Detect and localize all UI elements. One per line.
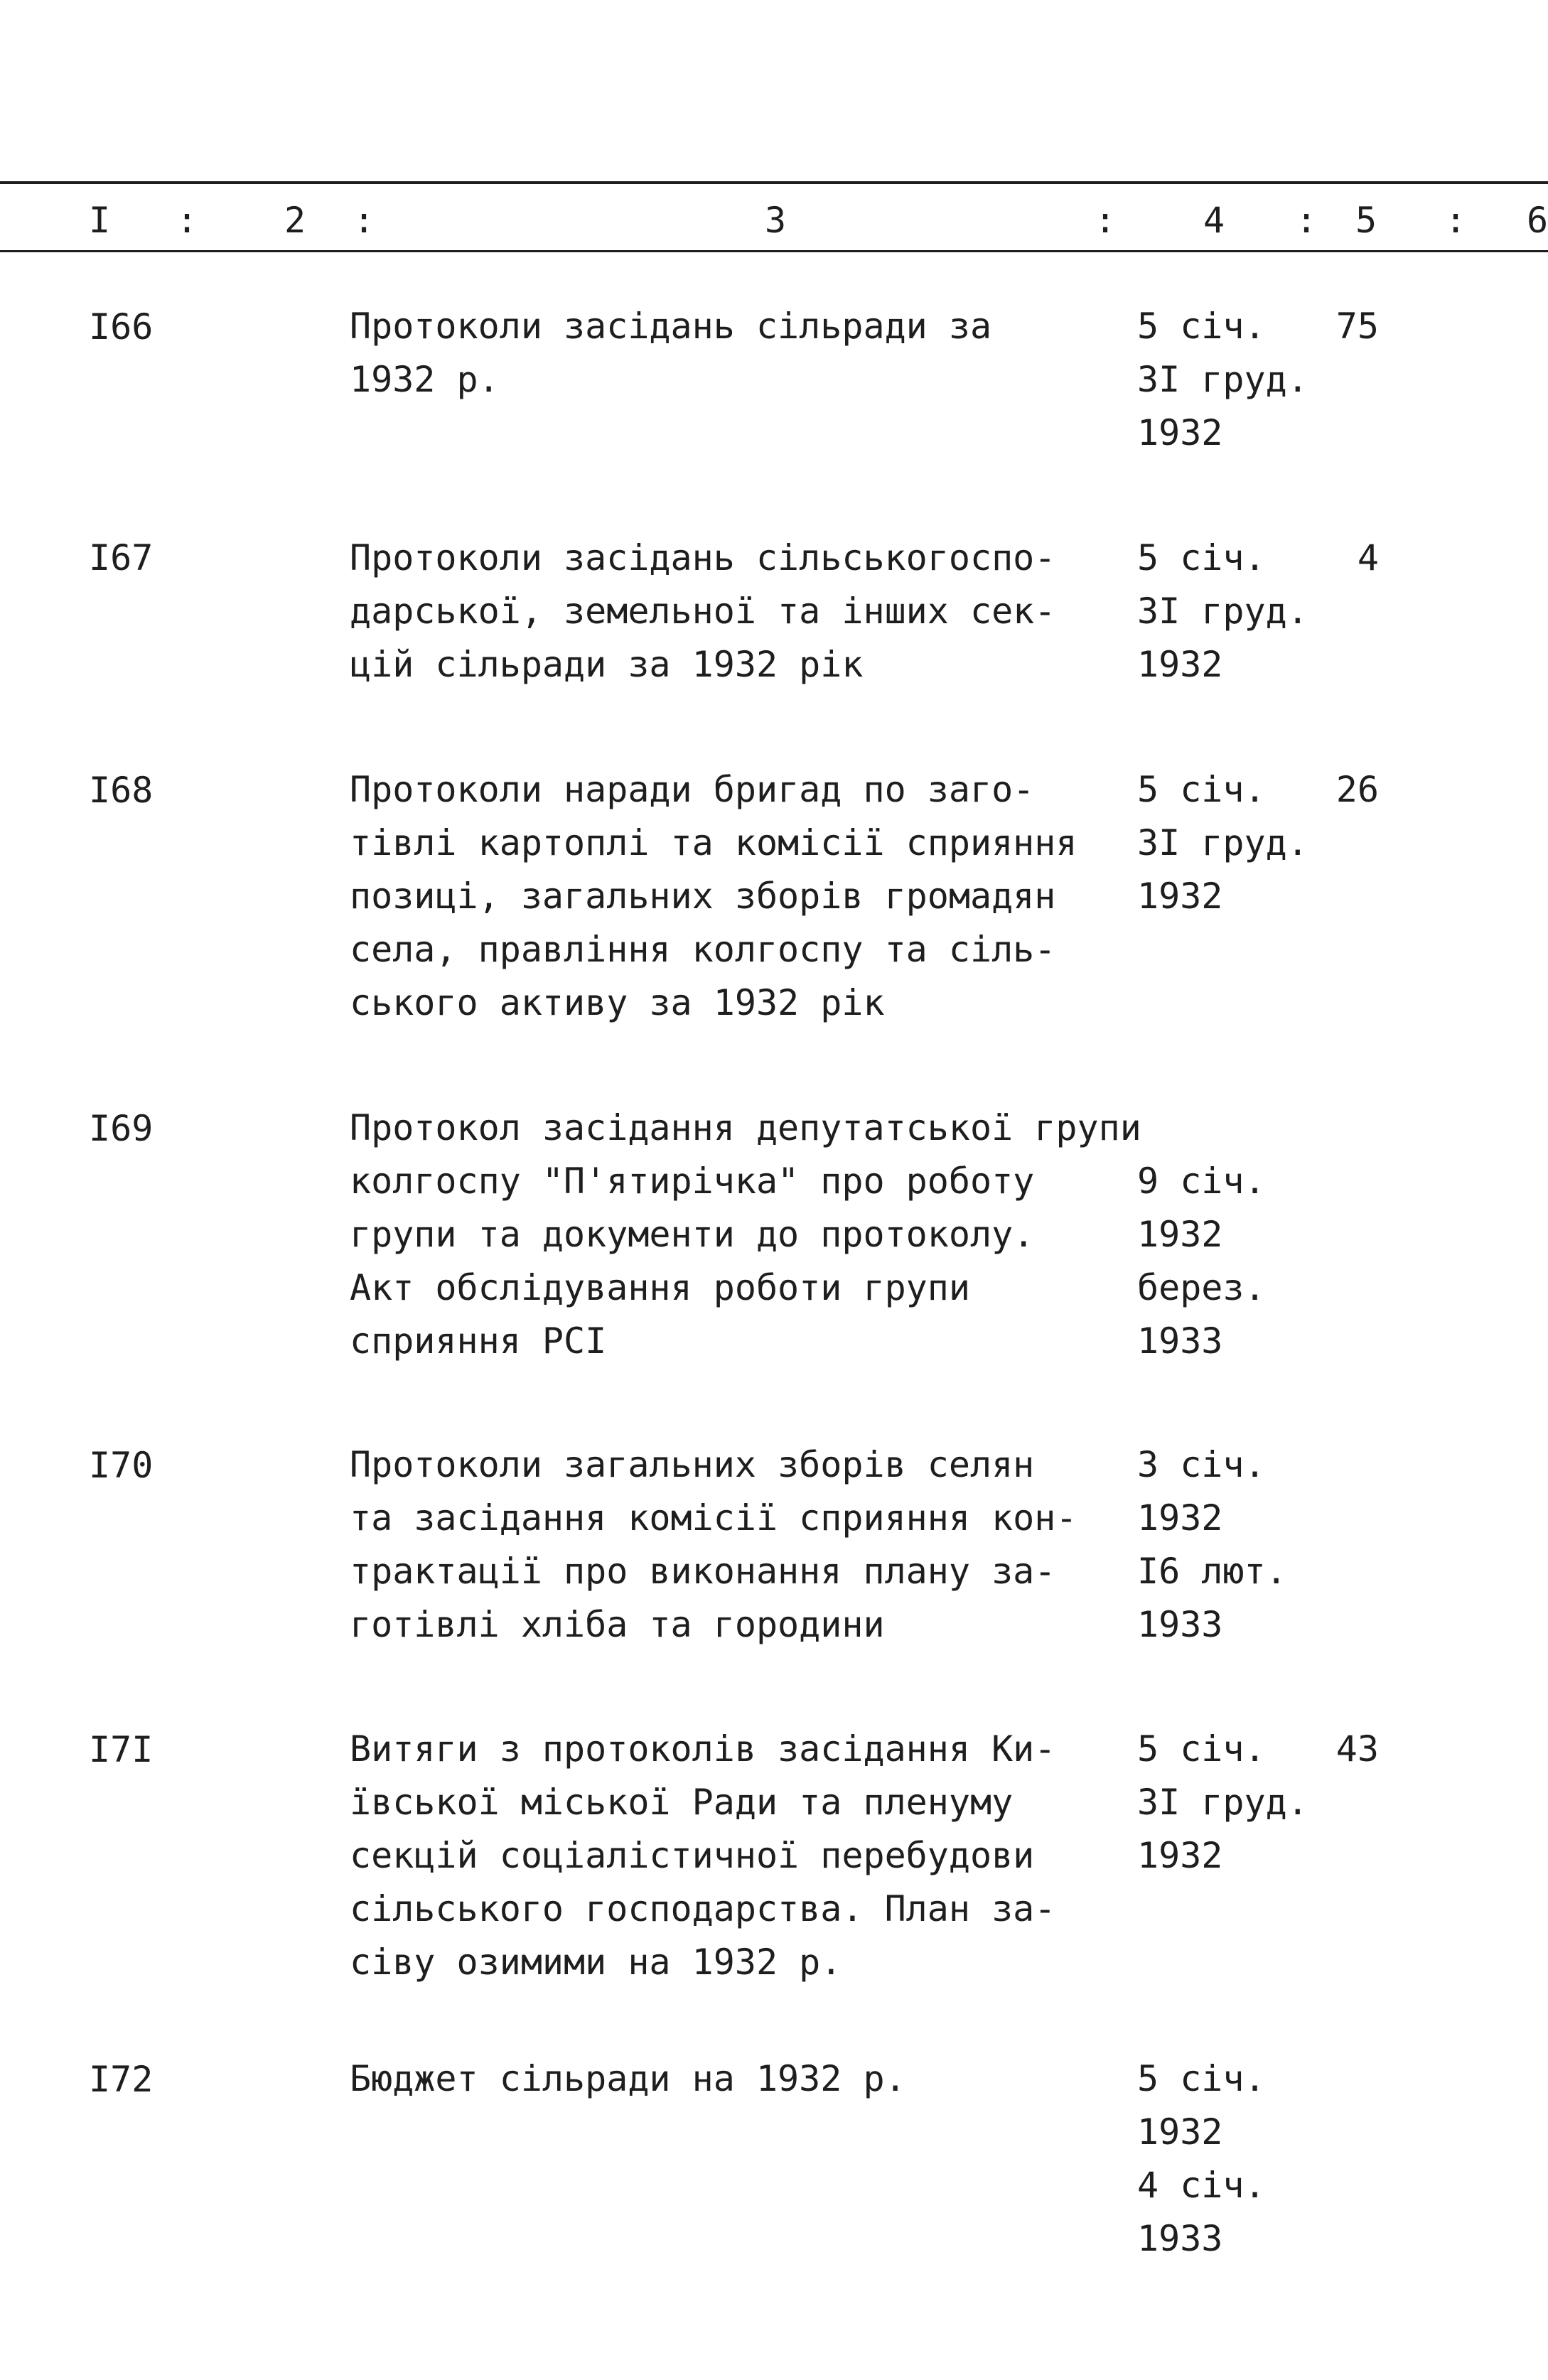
entry-title-line: та засідання комісії сприяння кон- <box>350 1497 1077 1539</box>
entry-date-line: 1933 <box>1137 2218 1223 2259</box>
entry-title-line: цій сільради за 1932 рік <box>350 644 864 685</box>
entry-number: I68 <box>89 770 154 811</box>
entry-dates <box>1137 1438 1287 1652</box>
entry-dates <box>1137 532 1308 691</box>
entry-date-line: 4 січ. <box>1137 2165 1266 2206</box>
entry-title-line: Протоколи наради бригад по заго- <box>350 769 1035 810</box>
header-separator: : <box>1445 200 1467 241</box>
entry-title-line: тівлі картоплі та комісії сприяння <box>350 822 1077 863</box>
entry-title-line: Протоколи засідань сільради за <box>350 306 992 347</box>
entry-title-line: трактації про виконання плану за- <box>350 1551 1056 1592</box>
entry-dates <box>1137 1723 1308 1883</box>
entry-title-line: колгоспу "П'ятирічка" про роботу <box>350 1161 1035 1202</box>
entry-title <box>350 2052 1146 2106</box>
entry-title-line: Протокол засідання депутатської групи <box>350 1107 1141 1148</box>
entry-title-line: сіву озимими на 1932 р. <box>350 1942 842 1983</box>
entry-dates <box>1137 300 1308 460</box>
entry-number: I66 <box>89 306 154 348</box>
entry-date-line: 3I груд. <box>1137 591 1308 632</box>
entry-title-line: секцій соціалістичної перебудови <box>350 1835 1035 1876</box>
entry-title <box>350 532 1146 691</box>
entry-date-line: 5 січ. <box>1137 1728 1266 1770</box>
entry-title-line: Витяги з протоколів засідання Ки- <box>350 1728 1056 1770</box>
entry-sheet-count: 43 <box>1335 1728 1379 1770</box>
entry-date-line: 5 січ. <box>1137 769 1266 810</box>
entry-number: I7I <box>89 1729 154 1770</box>
entry-sheet-count: 26 <box>1335 769 1379 810</box>
entry-title-line: ївської міської Ради та пленуму <box>350 1782 1014 1823</box>
header-top-rule <box>0 181 1548 184</box>
entry-number: I69 <box>89 1108 154 1149</box>
entry-date-line: 3I груд. <box>1137 359 1308 400</box>
header-col-4: 4 <box>1203 200 1225 241</box>
entry-title-line: сільського господарства. План за- <box>350 1888 1056 1929</box>
entry-title <box>350 1102 1146 1368</box>
entry-date-line: 1932 <box>1137 412 1223 453</box>
entry-date-line: 3I груд. <box>1137 1782 1308 1823</box>
entry-title-line: ського активу за 1932 рік <box>350 982 885 1023</box>
entry-title-line: Протоколи загальних зборів селян <box>350 1444 1035 1485</box>
header-col-3: 3 <box>765 200 787 241</box>
entry-title-line: села, правління колгоспу та сіль- <box>350 929 1056 970</box>
entry-date-line: берез. <box>1137 1267 1266 1308</box>
header-separator: : <box>353 200 375 241</box>
entry-title-line: сприяння РСІ <box>350 1320 607 1362</box>
header-separator: : <box>1296 200 1318 241</box>
entry-date-line: I6 лют. <box>1137 1551 1287 1592</box>
entry-title-line: Протоколи засідань сільськогоспо- <box>350 537 1056 578</box>
entry-title <box>350 1438 1146 1652</box>
entry-dates <box>1137 1155 1266 1368</box>
header-col-2: 2 <box>284 200 306 241</box>
entry-date-line: 5 січ. <box>1137 537 1266 578</box>
entry-date-line: 1932 <box>1137 1835 1223 1876</box>
entry-number: I72 <box>89 2059 154 2100</box>
entry-number: I67 <box>89 537 154 578</box>
entry-date-line: 1933 <box>1137 1604 1223 1645</box>
header-separator: : <box>176 200 198 241</box>
entry-title-line: готівлі хліба та городини <box>350 1604 885 1645</box>
entry-date-line: 1932 <box>1137 644 1223 685</box>
entry-title-line: дарської, земельної та інших сек- <box>350 591 1056 632</box>
entry-title <box>350 1723 1146 1989</box>
entry-sheet-count: 4 <box>1357 537 1379 578</box>
entry-title <box>350 300 1146 406</box>
entry-date-line: 1933 <box>1137 1320 1223 1362</box>
entry-title-line: Бюджет сільради на 1932 р. <box>350 2058 906 2099</box>
entry-title-line: Акт обслідування роботи групи <box>350 1267 970 1308</box>
entry-date-line: 3I груд. <box>1137 822 1308 863</box>
entry-number: I70 <box>89 1445 154 1486</box>
header-bottom-rule <box>0 250 1548 252</box>
header-separator: : <box>1095 200 1117 241</box>
entry-date-line: 3 січ. <box>1137 1444 1266 1485</box>
entry-date-line: 1932 <box>1137 876 1223 917</box>
entry-dates <box>1137 2052 1266 2266</box>
header-col-1: I <box>89 200 111 241</box>
entry-title-line: групи та документи до протоколу. <box>350 1214 1035 1255</box>
entry-title <box>350 763 1146 1030</box>
header-col-6: 6 <box>1527 200 1548 241</box>
entry-date-line: 5 січ. <box>1137 2058 1266 2099</box>
entry-date-line: 1932 <box>1137 2111 1223 2153</box>
entry-title-line: 1932 р. <box>350 359 500 400</box>
header-col-5: 5 <box>1355 200 1377 241</box>
entry-date-line: 1932 <box>1137 1214 1223 1255</box>
entry-title-line: позиці, загальних зборів громадян <box>350 876 1056 917</box>
entry-date-line: 5 січ. <box>1137 306 1266 347</box>
entry-dates <box>1137 763 1308 923</box>
entry-date-line: 1932 <box>1137 1497 1223 1539</box>
entry-date-line: 9 січ. <box>1137 1161 1266 1202</box>
entry-sheet-count: 75 <box>1335 306 1379 347</box>
